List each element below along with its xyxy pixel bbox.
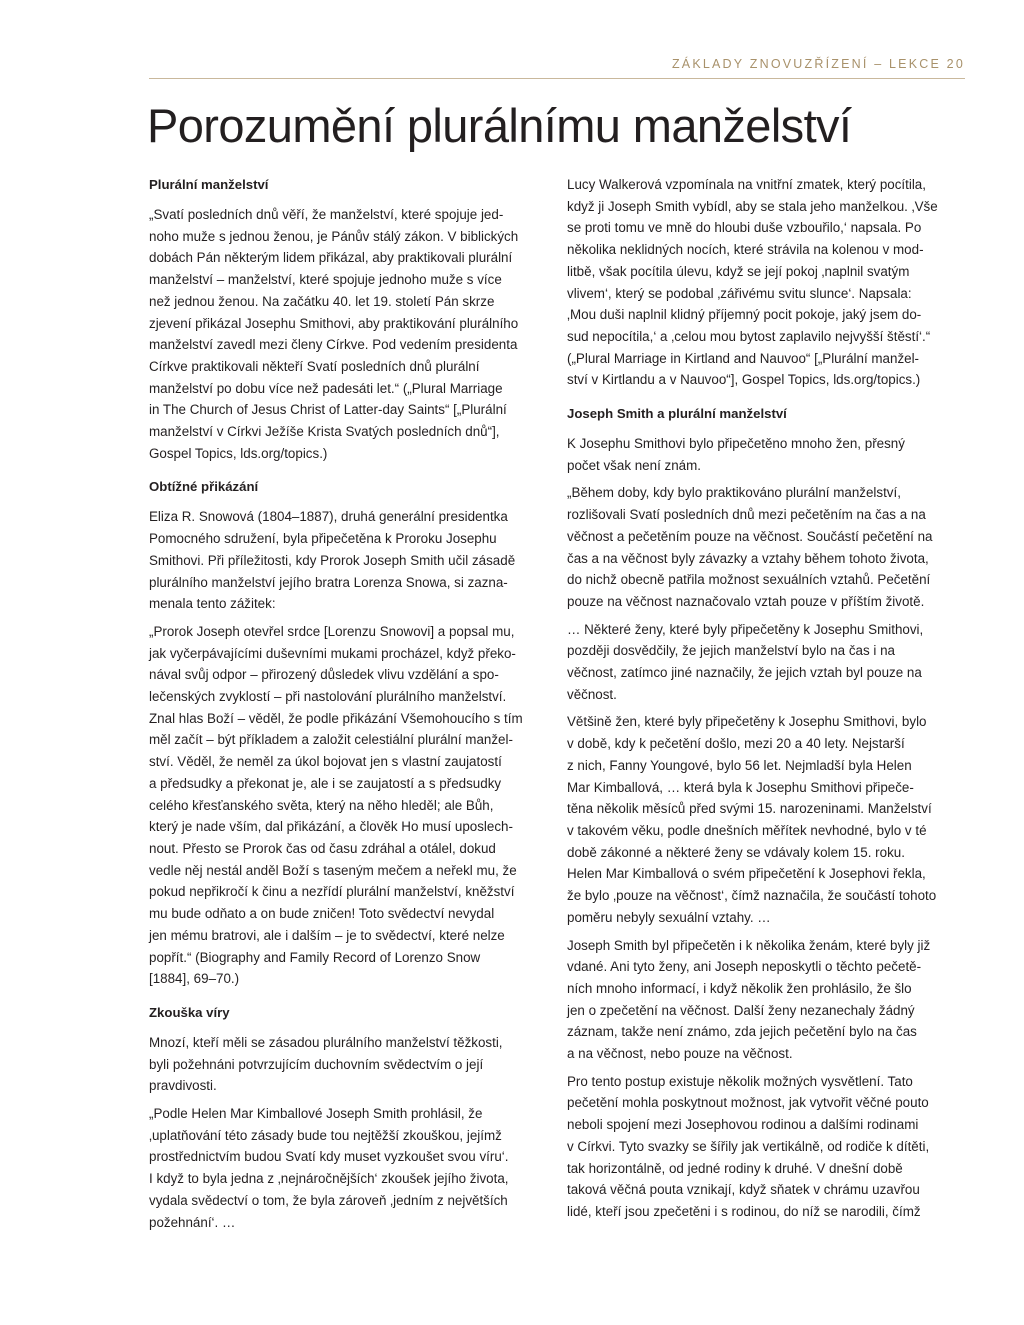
text-line: že bylo ‚pouze na věčnost‘, čímž naznačila, že součástí tohoto xyxy=(567,888,937,904)
text-line: noho muže s jednou ženou, je Pánův stálý zákon. V biblických xyxy=(149,228,519,244)
text-line: pečetění mohla poskytnout možnost, jak vytvořit věčné pouto xyxy=(567,1095,929,1111)
text-line: než jednou ženou. Na začátku 40. let 19. století Pán skrze xyxy=(149,293,495,309)
text-line: lidé, kteří jsou zpečetěni i s rodinou, do níž se narodili, čímž xyxy=(567,1203,921,1219)
text-line: ství v Kirtlandu a v Nauvoo“], Gospel Topics, lds.org/topics.) xyxy=(567,372,921,388)
text-line: měl začít – být příkladem a založit celestiální plurální manžel- xyxy=(149,732,513,748)
text-line: době zákonné a některé ženy se vdávaly kolem 15. roku. xyxy=(567,844,905,860)
text-line: … Některé ženy, které byly připečetěny k Josephu Smithovi, xyxy=(567,621,924,637)
text-line: K Josephu Smithovi bylo připečetěno mnoho žen, přesný xyxy=(567,436,905,452)
text-line: těna několik měsíců před svými 15. narozeninami. Manželství xyxy=(567,801,932,817)
text-line: in The Church of Jesus Christ of Latter-day Saints“ [„Plurální xyxy=(149,402,507,418)
text-line: tak horizontálně, od jedné rodiny k druhé. V dnešní době xyxy=(567,1160,903,1176)
text-line: vlivem‘, který se podobal ‚zářivému svitu slunce‘. Napsala: xyxy=(567,285,912,301)
text-line: menala tento zážitek: xyxy=(149,596,276,612)
text-line: ství. Věděl, že neměl za úkol bojovat jen s vlastní zaujatostí xyxy=(149,754,502,770)
header-divider xyxy=(149,78,965,79)
text-line: nával svůj odpor – přirozený důsledek vlivu vzdělání a spo- xyxy=(149,667,499,683)
text-line: několika neklidných nocích, které strávila na kolenou v mod- xyxy=(567,242,924,258)
text-line: popřít.“ (Biography and Family Record of Lorenzo Snow xyxy=(149,949,481,965)
text-line: Znal hlas Boží – věděl, že podle přikázání Všemohoucího s tím xyxy=(149,710,523,726)
quote-paragraph xyxy=(567,619,965,706)
text-line: („Plural Marriage in Kirtland and Nauvoo“ [„Plurální manžel- xyxy=(567,350,920,366)
text-line: I když to byla jedna z ‚nejnáročnějších‘ zkoušek jejího života, xyxy=(149,1171,509,1187)
text-line: Církve praktikovali někteří Svatí posledních dnů plurální xyxy=(149,358,480,374)
text-line: Eliza R. Snowová (1804–1887), druhá generální presidentka xyxy=(149,509,508,525)
text-line: počet však není znám. xyxy=(567,457,701,473)
text-line: ‚uplatňování této zásady bude tou nejtěžší zkouškou, jejímž xyxy=(149,1127,502,1143)
text-line: věčnost, zatímco jiné naznačily, že jejich vztah byl pouze na xyxy=(567,665,922,681)
text-line: v takovém věku, podle dnešních měřítek nevhodné, bylo v té xyxy=(567,822,927,838)
text-line: z nich, Fanny Youngové, bylo 56 let. Nejmladší byla Helen xyxy=(567,757,912,773)
text-line: manželství – manželství, které spojuje jednoho muže s více xyxy=(149,272,502,288)
text-line: [1884], 69–70.) xyxy=(149,971,240,987)
text-line: plurálního manželství jejího bratra Lorenza Snowa, si zazna- xyxy=(149,574,508,590)
quote-paragraph xyxy=(149,621,547,990)
text-line: a na věčnost, nebo pouze na věčnost. xyxy=(567,1046,793,1062)
text-line: jen o zpečetění na věčnost. Další ženy nezanechaly žádný xyxy=(567,1002,915,1018)
text-line: zjevení přikázal Josephu Smithovi, aby praktikování plurálního xyxy=(149,315,519,331)
text-line: byli požehnáni potvrzujícím duchovním svědectvím o její xyxy=(149,1056,484,1072)
text-line: Gospel Topics, lds.org/topics.) xyxy=(149,445,328,461)
text-line: poměru nebyly sexuální vztahy. … xyxy=(567,909,771,925)
text-line: nout. Přesto se Prorok čas od času zdráhal a otálel, dokud xyxy=(149,840,496,856)
page-title: Porozumění plurálnímu manželství xyxy=(147,99,852,152)
text-line: když ji Joseph Smith vybídl, aby se stala jeho manželkou. ‚Vše xyxy=(567,198,938,214)
running-header: ZÁKLADY ZNOVUZŘÍZENÍ – LEKCE 20 xyxy=(671,57,965,71)
text-line: vedle něj nestál anděl Boží s taseným mečem a neřekl mu, že xyxy=(149,862,517,878)
text-line: prostřednictvím budou Svatí kdy muset vyzkoušet svou víru‘. xyxy=(149,1149,509,1165)
text-line: neboli spojení mezi Josephovou rodinou a dalšími rodinami xyxy=(567,1117,919,1133)
quote-paragraph xyxy=(567,1071,965,1223)
right-column xyxy=(567,174,965,1229)
text-line: Mnozí, kteří měli se zásadou plurálního manželství těžkosti, xyxy=(149,1034,503,1050)
quote-paragraph xyxy=(149,1103,547,1233)
text-line: se proti tomu ve mně do hloubi duše vzbouřilo,‘ napsala. Po xyxy=(567,220,922,236)
text-line: Pro tento postup existuje několik možných vysvětlení. Tato xyxy=(567,1073,913,1089)
text-line: Joseph Smith byl připečetěn i k několika ženám, které byly již xyxy=(567,937,931,953)
text-line: „Během doby, kdy bylo praktikováno plurální manželství, xyxy=(567,485,901,501)
text-line: vydala svědectví o tom, že byla zároveň ‚jedním z největších xyxy=(149,1192,508,1208)
text-line: pokud nepřikročí k činu a nezřídí plurální manželství, kněžství xyxy=(149,884,515,900)
text-line: který je nade vším, dal přikázání, a člověk Ho musí uposlech- xyxy=(149,819,513,835)
text-line: jen mému bratrovi, ale i dalším – je to svědectví, které nelze xyxy=(149,927,505,943)
quote-paragraph xyxy=(567,935,965,1065)
paragraph xyxy=(149,506,547,615)
text-line: rozlišovali Svatí posledních dnů mezi pečetěním na čas a na xyxy=(567,507,926,523)
text-line: Lucy Walkerová vzpomínala na vnitřní zmatek, který pocítila, xyxy=(567,177,926,192)
text-line: taková věčná pouta vznikají, když sňatek v chrámu uzavřou xyxy=(567,1182,920,1198)
quote-paragraph xyxy=(567,711,965,928)
text-line: požehnání‘. … xyxy=(149,1214,236,1230)
text-line: věčnost a pečetěním pouze na věčnost. Součástí pečetění na xyxy=(567,528,933,544)
paragraph xyxy=(149,204,547,464)
section-heading-plural-marriage: Plurální manželství xyxy=(149,177,269,192)
text-line: pouze na věčnost naznačovalo vztah pouze v příštím životě. xyxy=(567,593,925,609)
text-line: sud nepocítila,‘ a ‚celou mou bytost zaplavilo nejvyšší štěstí‘.“ xyxy=(567,328,931,344)
text-line: manželství zavedl mezi členy Církve. Pod vedením presidenta xyxy=(149,337,518,353)
text-line: věčnost. xyxy=(567,686,617,702)
text-line: celého křesťanského světa, který na něho hleděl; ale Bůh, xyxy=(149,797,494,813)
paragraph xyxy=(149,1032,547,1097)
text-line: „Svatí posledních dnů věří, že manželství, které spojuje jed- xyxy=(149,207,504,222)
text-line: Helen Mar Kimballová o svém připečetění k Josephovi řekla, xyxy=(567,866,926,882)
text-line: záznam, takže není známo, zda jejich pečetění bylo na čas xyxy=(567,1024,917,1040)
left-column xyxy=(149,174,547,1239)
text-line: pravdivosti. xyxy=(149,1078,217,1094)
quote-paragraph xyxy=(567,482,965,612)
text-line: Většině žen, které byly připečetěny k Josephu Smithovi, bylo xyxy=(567,714,927,730)
text-line: v Církvi. Tyto svazky se šířily jak vertikálně, od rodiče k dítěti, xyxy=(567,1138,930,1154)
section-heading-difficult-commandment: Obtížné přikázání xyxy=(149,479,259,495)
paragraph xyxy=(567,174,965,391)
text-line: a předsudky a překonat je, ale i se zaujatostí a s předsudky xyxy=(149,775,502,791)
section-heading-trial-of-faith: Zkouška víry xyxy=(149,1004,230,1020)
text-line: dobách Pán některým lidem přikázal, aby praktikovali plurální xyxy=(149,250,513,266)
text-line: Pomocného sdružení, byla připečetěna k Proroku Josephu xyxy=(149,531,497,547)
text-line: Smithovi. Při příležitosti, kdy Prorok Joseph Smith učil zásadě xyxy=(149,552,516,568)
text-line: později dosvědčily, že jejich manželství bylo na čas i na xyxy=(567,643,895,659)
text-line: čas a na věčnost byly závazky a vztahy během tohoto života, xyxy=(567,550,929,566)
text-line: ních mnoho informací, i když několik žen prohlásilo, že šlo xyxy=(567,980,912,996)
text-line: manželství v Církvi Ježíše Krista Svatých posledních dnů“], xyxy=(149,424,500,440)
section-heading-joseph-smith: Joseph Smith a plurální manželství xyxy=(567,406,787,422)
text-line: manželství po dobu více než padesáti let.“ („Plural Marriage xyxy=(149,380,503,396)
text-line: ‚Mou duši naplnil klidný příjemný pocit pokoje, jaký jsem do- xyxy=(567,307,922,323)
text-line: lečenských zvyklostí – při nastolování plurálního manželství. xyxy=(149,689,507,705)
text-line: jak vyčerpávajícími duševními mukami procházel, když překo- xyxy=(149,645,516,661)
text-line: v době, kdy k pečetění došlo, mezi 20 a 40 lety. Nejstarší xyxy=(567,736,905,752)
text-line: vdané. Ani tyto ženy, ani Joseph neposkytli o těchto pečetě- xyxy=(567,959,922,975)
text-line: do nichž obecně patřila možnost sexuálních vztahů. Pečetění xyxy=(567,572,931,588)
text-line: litbě, však pocítila úlevu, když se její pokoj ‚naplnil svatým xyxy=(567,263,910,279)
text-line: mu bude odňato a on bude zničen! Toto svědectví nevydal xyxy=(149,906,495,922)
text-line: „Prorok Joseph otevřel srdce [Lorenzu Snowovi] a popsal mu, xyxy=(149,623,515,639)
text-line: „Podle Helen Mar Kimballové Joseph Smith prohlásil, že xyxy=(149,1106,483,1122)
paragraph xyxy=(567,433,965,476)
text-line: Mar Kimballová, … která byla k Josephu Smithovi připeče- xyxy=(567,779,914,795)
